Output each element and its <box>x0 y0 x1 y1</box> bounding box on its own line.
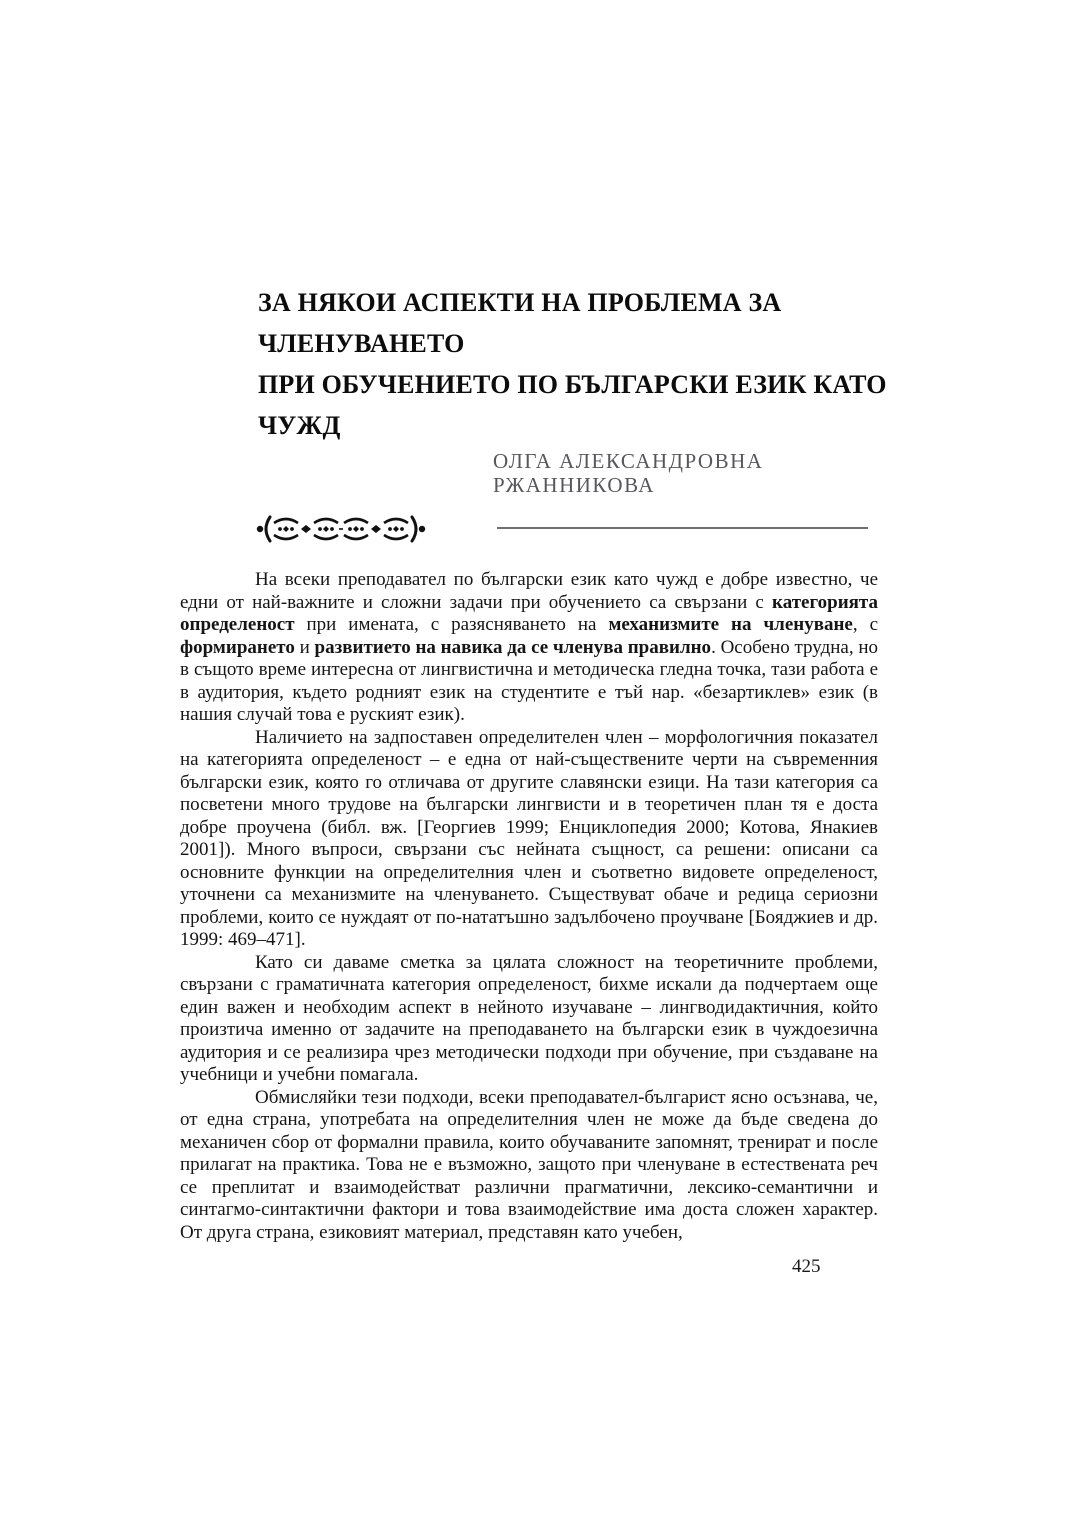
author-name-line: ОЛГА АЛЕКСАНДРОВНА <box>493 449 764 473</box>
article-title-line: ЧУЖД <box>258 411 341 440</box>
paragraph: Като си даваме сметка за цялата сложност на теоретичните проблеми, свързани с граматичната категория определеност, бихме искали да подчертаем още един важен и необходим аспект в нейното изучаване – лингводидактичния, който произтича именно от задачите на преподаването на български език в чуждоезична аудитория и се реализира чрез методически подходи при обучение, при създаване на учебници и учебни помагала. <box>180 951 878 1085</box>
article-title-line: ЧЛЕНУВАНЕТО <box>258 329 465 358</box>
author-name <box>493 449 893 497</box>
article-title-line: ЗА НЯКОИ АСПЕКТИ НА ПРОБЛЕМА ЗА <box>258 288 782 317</box>
paragraph: Наличието на задпоставен определителен член – морфологичния показател на категорията определеност – е една от най-съществените черти на съвременния български език, която го отличава от другите славянски езици. На тази категория са посветени много трудове на български лингвисти и в теоретичен план тя е доста добре проучена (библ. вж. [Георгиев 1999; Енциклопедия 2000; Котова, Янакиев 2001]). Много въпроси, свързани със нейната същност, са решени: описани са основните функции на определителния член и съответно видовете определеност, уточнени са механизмите на членуването. Съществуват обаче и редица сериозни проблеми, които се нуждаят от по-нататъшно задълбочено проучване [Бояджиев и др. 1999: 469–471]. <box>180 726 878 950</box>
paragraph: На всеки преподавател по български език като чужд е добре известно, че едни от най-важните и сложни задачи при обучението са свързани с категорията определеност при имената, с разясняването на механизмите на членуване, с формирането и развитието на навика да се членува правилно. Особено трудна, но в същото време интересна от лингвистична и методическа гледна точка, тази работа е в аудитория, където родният език на студентите е тъй нар. «безартиклев» език (в нашия случай това е руският език). <box>180 569 879 725</box>
paragraph: Обмисляйки тези подходи, всеки преподавател-българист ясно осъзнава, че, от една страна, употребата на определителния член не може да бъде сведена до механичен сбор от формални правила, които обучаваните запомнят, тренират и после прилагат на практика. Това не е възможно, защото при членуване в естествената реч се преплитат и взаимодействат различни прагматични, лексико-семантични и синтагмо-синтактични фактори и това взаимодействие има доста сложен характер. От друга страна, езиковият материал, представян като учебен, <box>180 1086 878 1243</box>
floral-divider-icon <box>255 514 427 544</box>
article-title <box>258 282 887 446</box>
article-body <box>180 569 878 1244</box>
page-number: 425 <box>792 1256 821 1277</box>
author-rule-divider <box>497 527 868 529</box>
article-title-line: ПРИ ОБУЧЕНИЕТО ПО БЪЛГАРСКИ ЕЗИК КАТО <box>258 370 887 399</box>
author-name-line: РЖАННИКОВА <box>493 473 655 497</box>
